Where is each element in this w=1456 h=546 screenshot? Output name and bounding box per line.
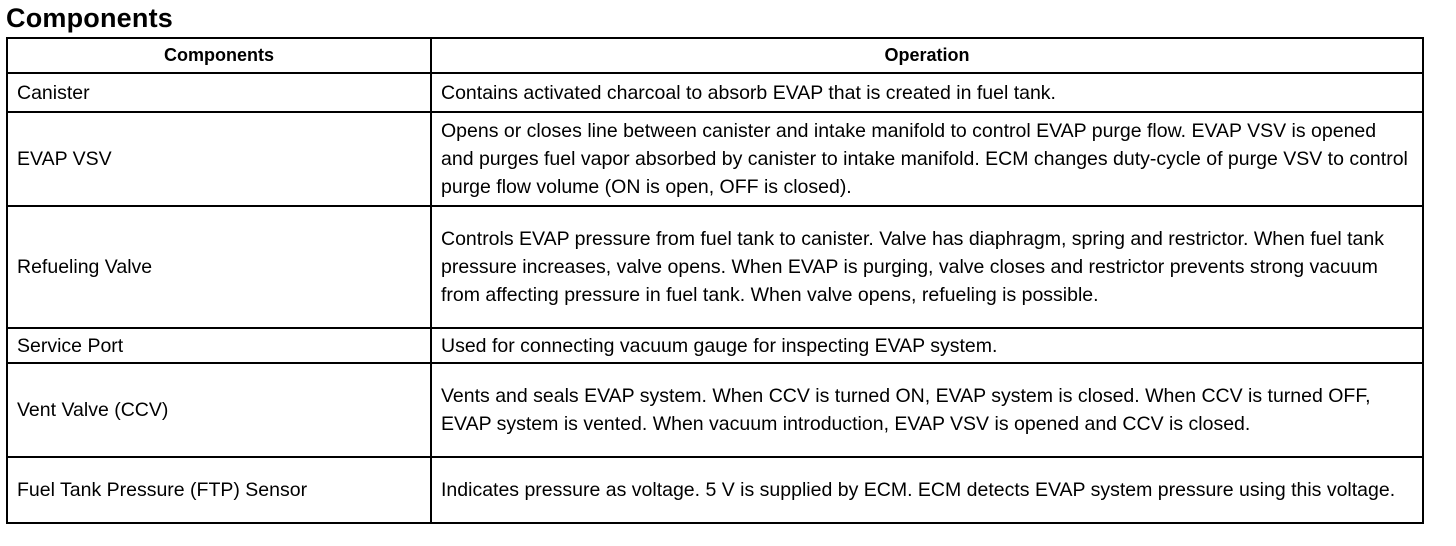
table-row xyxy=(7,363,1423,457)
table-row xyxy=(7,112,1423,206)
table-row xyxy=(7,206,1423,328)
column-header-operation: Operation xyxy=(431,38,1423,73)
page-title: Components xyxy=(6,3,173,33)
components-table xyxy=(6,37,1424,524)
operation-cell: Controls EVAP pressure from fuel tank to canister. Valve has diaphragm, spring and restrictor. When fuel tank pressure increases, valve opens. When EVAP is purging, valve closes and restrictor prevents strong vacuum from affecting pressure in fuel tank. When valve opens, refueling is possible. xyxy=(431,206,1423,328)
component-cell: Refueling Valve xyxy=(7,206,431,328)
operation-cell: Opens or closes line between canister and intake manifold to control EVAP purge flow. EVAP VSV is opened and purges fuel vapor absorbed by canister to intake manifold. ECM changes duty-cycle of purge VSV to control purge flow volume (ON is open, OFF is closed). xyxy=(431,112,1423,206)
table-header-row xyxy=(7,38,1423,73)
operation-cell: Contains activated charcoal to absorb EVAP that is created in fuel tank. xyxy=(431,73,1423,112)
table-row xyxy=(7,328,1423,363)
component-cell: Vent Valve (CCV) xyxy=(7,363,431,457)
operation-cell: Indicates pressure as voltage. 5 V is supplied by ECM. ECM detects EVAP system pressure using this voltage. xyxy=(431,457,1423,523)
column-header-components: Components xyxy=(7,38,431,73)
operation-cell: Used for connecting vacuum gauge for inspecting EVAP system. xyxy=(431,328,1423,363)
operation-cell: Vents and seals EVAP system. When CCV is turned ON, EVAP system is closed. When CCV is turned OFF, EVAP system is vented. When vacuum introduction, EVAP VSV is opened and CCV is closed. xyxy=(431,363,1423,457)
component-cell: Service Port xyxy=(7,328,431,363)
table-row xyxy=(7,457,1423,523)
component-cell: Canister xyxy=(7,73,431,112)
table-row xyxy=(7,73,1423,112)
component-cell: Fuel Tank Pressure (FTP) Sensor xyxy=(7,457,431,523)
component-cell: EVAP VSV xyxy=(7,112,431,206)
